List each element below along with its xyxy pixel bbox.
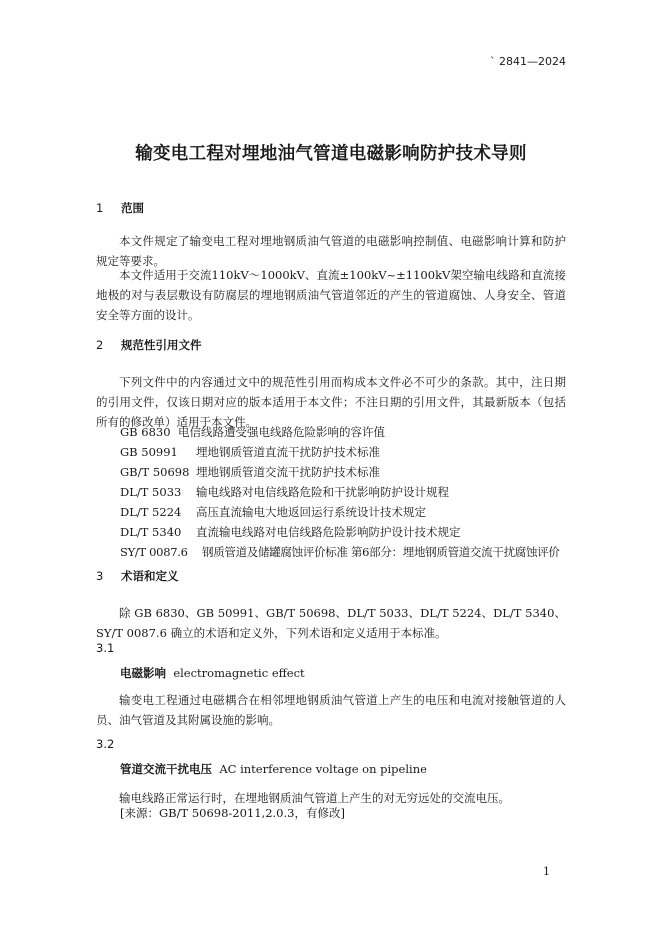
document-title: 输变电工程对埋地油气管道电磁影响防护技术导则 [135,144,527,164]
reference-code: GB/T 50698 [120,465,190,479]
term-english: AC interference voltage on pipeline [219,762,427,776]
reference-code: DL/T 5340 [120,525,182,539]
section-1-heading [96,203,144,215]
section-number: 2 [96,338,104,352]
term-chinese: 管道交流干扰电压 [120,762,212,776]
reference-code: DL/T 5224 [120,505,182,519]
reference-item [120,467,380,479]
term-definition: 输变电工程通过电磁耦合在相邻埋地钢质油气管道上产生的电压和电流对接触管道的人员、油气管道及其附属设施的影响。 [96,693,566,727]
reference-item [120,487,449,499]
reference-code: GB 6830 [120,425,171,439]
document-number: ` 2841—2024 [490,55,566,68]
reference-item [120,547,560,559]
term-chinese: 电磁影响 [120,666,166,680]
terms-intro: 除 GB 6830、GB 50991、GB/T 50698、DL/T 5033、DL/T 5224、DL/T 5340、SY/T 0087.6 确立的术语和定义外，下列术语和定义适用于本标准。 [96,606,566,640]
section-number: 3 [96,569,104,583]
term-entry [120,668,305,680]
reference-item [120,447,380,459]
reference-item [120,527,461,539]
term-number: 3.1 [96,641,115,655]
section-title: 术语和定义 [121,569,179,583]
term-number: 3.2 [96,737,115,751]
reference-code: DL/T 5033 [120,485,182,499]
term-definition: 输电线路正常运行时，在埋地钢质油气管道上产生的对无穷远处的交流电压。 [119,791,510,805]
section-3-heading [96,571,179,583]
reference-title: 钢质管道及储罐腐蚀评价标准 第6部分：埋地钢质管道交流干扰腐蚀评价 [202,545,560,559]
reference-title: 埋地钢质管道直流干扰防护技术标准 [196,445,380,459]
reference-code: GB 50991 [120,445,178,459]
reference-item [120,507,426,519]
reference-title: 直流输电线路对电信线路危险影响防护设计技术规定 [196,525,461,539]
reference-title: 输电线路对电信线路危险和干扰影响防护设计规程 [196,485,449,499]
reference-item [120,427,385,439]
reference-title: 电信线路遭受强电线路危险影响的容许值 [178,425,385,439]
page-number: 1 [543,865,550,878]
term-english: electromagnetic effect [173,666,305,680]
reference-title: 高压直流输电大地返回运行系统设计技术规定 [196,505,426,519]
term-source: [来源：GB/T 50698-2011,2.0.3，有修改] [120,806,345,820]
reference-code: SY/T 0087.6 [120,545,188,559]
normative-intro: 下列文件中的内容通过文中的规范性引用而构成本文件必不可少的条款。其中，注日期的引用文件，仅该日期对应的版本适用于本文件；不注日期的引用文件，其最新版本（包括所有的修改单）适用于本文件。 [96,375,566,429]
section-2-heading [96,340,202,352]
reference-title: 埋地钢质管道交流干扰防护技术标准 [196,465,380,479]
section-title: 规范性引用文件 [121,338,202,352]
scope-paragraph-2: 本文件适用于交流110kV～1000kV、直流±100kV~±1100kV架空输电线路和直流接地极的对与表层敷设有防腐层的埋地钢质油气管道邻近的产生的管道腐蚀、人身安全、管道安全等方面的设计。 [96,268,566,322]
term-entry [120,764,427,776]
scope-paragraph-1: 本文件规定了输变电工程对埋地钢质油气管道的电磁影响控制值、电磁影响计算和防护规定等要求。 [96,234,566,268]
section-number: 1 [96,201,104,215]
section-title: 范围 [121,201,144,215]
